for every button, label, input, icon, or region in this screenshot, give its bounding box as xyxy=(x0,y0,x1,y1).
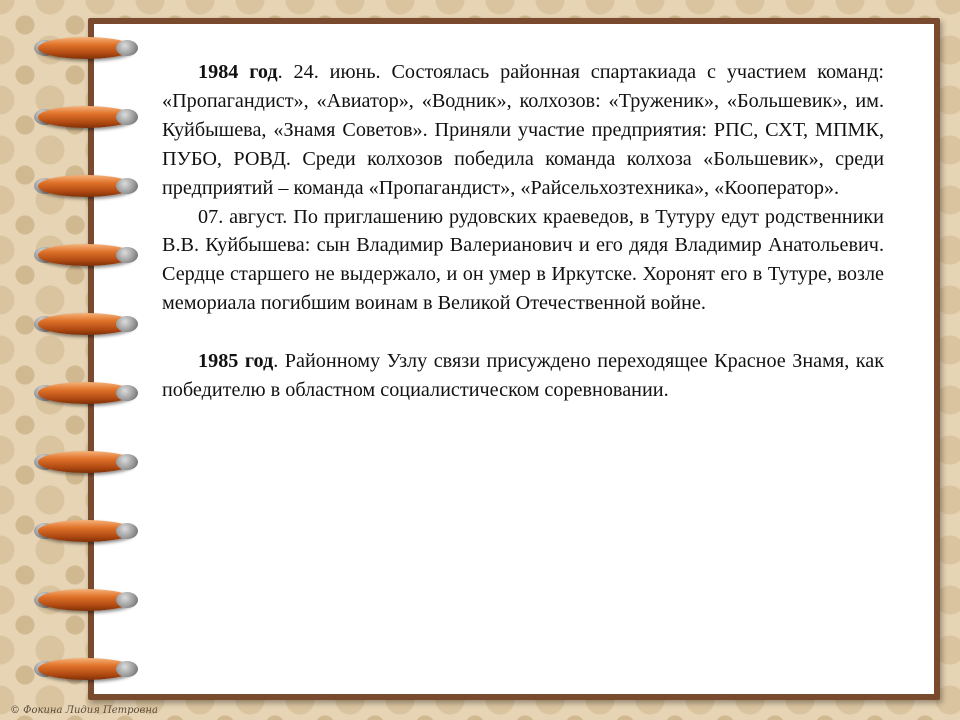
binder-ring-icon xyxy=(38,175,134,197)
binder-ring-icon xyxy=(38,589,134,611)
entry-1984-text-1: . 24. июнь. Состоялась районная спартакиада с участием команд: «Пропагандист», «Авиатор», «Водник», колхозов: «Труженик», «Большевик», им. Куйбышева, «Знамя Советов». Приняли участие предприятия: РПС, СХТ, МПМК, ПУБО, РОВД. Среди колхозов победила команда колхоза «Большевик», среди предприятий – команда «Пропагандист», «Райсельхозтехника», «Кооператор». xyxy=(162,61,884,199)
binder-ring-icon xyxy=(38,658,134,680)
year-label-1985: 1985 год xyxy=(198,350,274,373)
binder-ring-icon xyxy=(38,37,134,59)
entry-1984-paragraph-1 xyxy=(162,58,884,203)
notebook-page xyxy=(94,24,934,694)
entry-1984-text-2: 07. август. По приглашению рудовских краеведов, в Тутуру едут родственники В.В. Куйбышева: сын Владимир Валерианович и его дядя Владимир Анатольевич. Сердце старшего не выдержало, и он умер в Иркутске. Хоронят его в Тутуре, возле мемориала погибшим воинам в Великой Отечественной войне. xyxy=(162,205,884,315)
binder-ring-icon xyxy=(38,244,134,266)
year-label-1984: 1984 год xyxy=(198,61,278,83)
entry-1984-paragraph-2 xyxy=(162,203,884,319)
binder-ring-icon xyxy=(38,520,134,542)
chronicle-text xyxy=(162,58,884,405)
binder-ring-icon xyxy=(38,451,134,473)
binder-ring-icon xyxy=(38,313,134,335)
author-signature: © Фокина Лидия Петровна xyxy=(10,705,158,716)
binder-ring-icon xyxy=(38,382,134,404)
notebook-frame xyxy=(88,18,940,700)
entry-1985-text-1: . Районному Узлу связи присуждено переходящее Красное Знамя, как победителю в областном социалистическом соревновании. xyxy=(162,350,885,402)
entry-1985-paragraph-1 xyxy=(162,347,884,405)
binder-ring-icon xyxy=(38,106,134,128)
